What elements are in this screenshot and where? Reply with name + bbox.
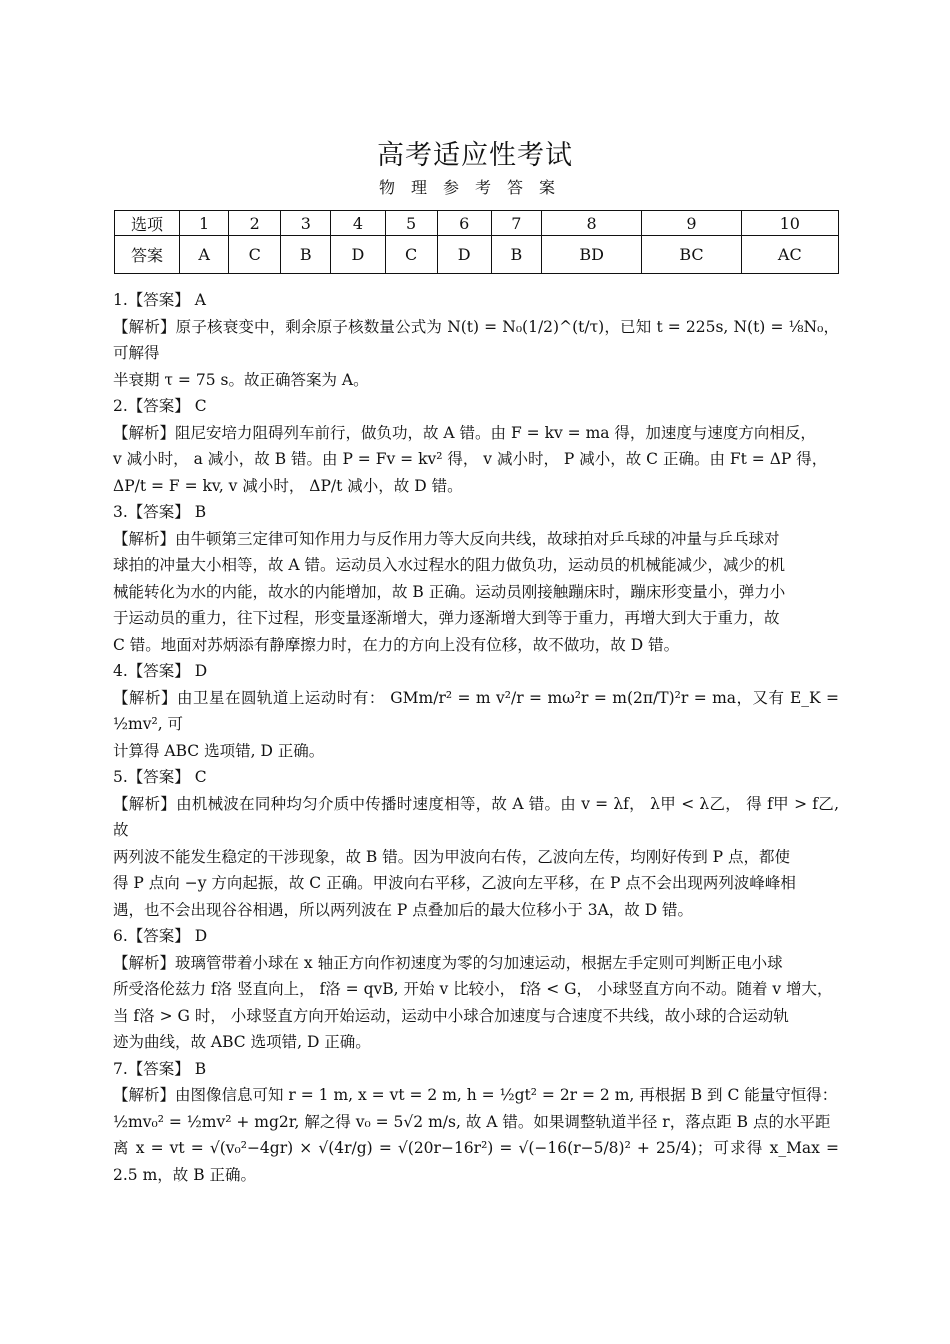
row-label-answers: 答案 <box>115 236 180 274</box>
explanation-line: 遇，也不会出现谷谷相遇，所以两列波在 P 点叠加后的最大位移小于 3A，故 D 错。 <box>113 900 694 919</box>
table-cell: B <box>281 236 331 274</box>
explanation-line: 半衰期 τ = 75 s。故正确答案为 A。 <box>113 370 369 389</box>
explanation-line: 【解析】原子核衰变中，剩余原子核数量公式为 N(t) = N₀(1/2)^(t/τ)，已知 t = 225s, N(t) = ⅛N₀，可解得 <box>113 317 839 362</box>
table-cell: 6 <box>437 211 491 236</box>
explanation-line: 【解析】玻璃管带着小球在 x 轴正方向作初速度为零的匀加速运动，根据左手定则可判断正电小球 <box>113 953 783 972</box>
table-cell: C <box>385 236 437 274</box>
explanation-line: 【解析】阻尼安培力阻碍列车前行，做负功，故 A 错。由 F = kv = ma 得，加速度与速度方向相反， <box>113 423 816 442</box>
table-cell: 1 <box>180 211 229 236</box>
table-row-answers <box>115 236 839 274</box>
table-cell: BC <box>642 236 741 274</box>
explanation-line: C 错。地面对苏炳添有静摩擦力时，在力的方向上没有位移，故不做功，故 D 错。 <box>113 635 680 654</box>
explanation-line: 【解析】由图像信息可知 r = 1 m, x = vt = 2 m, h = ½gt² = 2r = 2 m, 再根据 B 到 C 能量守恒得： <box>113 1086 838 1104</box>
explanation-line: 两列波不能发生稳定的干涉现象，故 B 错。因为甲波向右传，乙波向左传，均刚好传到 P 点，都使 <box>113 847 791 866</box>
answer-table <box>114 210 839 274</box>
explanation-line: 【解析】由卫星在圆轨道上运动时有： GMm/r² = m v²/r = mω²r = m(2π/T)²r = ma，又有 E_K = ½mv², 可 <box>113 688 839 733</box>
question-answer-heading: 7.【答案】 B <box>113 1059 207 1078</box>
table-cell: 3 <box>281 211 331 236</box>
explanation-line: 当 f洛 > G 时， 小球竖直方向开始运动，运动中小球合加速度与合速度不共线，故小球的合运动轨 <box>113 1006 789 1025</box>
page-subtitle: 物理参考答案 <box>378 178 571 197</box>
explanation-line: 计算得 ABC 选项错, D 正确。 <box>113 741 325 760</box>
explanation-line: 迹为曲线，故 ABC 选项错, D 正确。 <box>113 1033 371 1051</box>
explanation-line: v 减小时， a 减小，故 B 错。由 P = Fv = kv² 得， v 减小时， P 减小，故 C 正确。由 Ft = ΔP 得， <box>113 450 828 468</box>
explanation-line: 【解析】由牛顿第三定律可知作用力与反作用力等大反向共线，故球拍对乒乓球的冲量与乒乓球对 <box>113 529 780 548</box>
table-cell: D <box>437 236 491 274</box>
explanation-line: 械能转化为水的内能，故水的内能增加，故 B 正确。运动员刚接触蹦床时，蹦床形变量小，弹力小 <box>113 582 786 601</box>
table-cell: 9 <box>642 211 741 236</box>
question-answer-heading: 6.【答案】 D <box>113 927 208 945</box>
table-cell: BD <box>541 236 641 274</box>
explanation-line: 得 P 点向 −y 方向起振，故 C 正确。甲波向右平移，乙波向左平移，在 P 点不会出现两列波峰峰相 <box>113 874 796 892</box>
table-cell: 4 <box>331 211 385 236</box>
explanation-line: 球拍的冲量大小相等，故 A 错。运动员入水过程水的阻力做负功，运动员的机械能减少，减少的机 <box>113 556 786 574</box>
table-cell: AC <box>741 236 838 274</box>
page-title: 高考适应性考试 <box>377 140 573 171</box>
explanation-line: ΔP/t = F = kv, v 减小时， ΔP/t 减小，故 D 错。 <box>113 476 463 495</box>
solutions-body <box>113 287 839 1188</box>
question-answer-heading: 1.【答案】 A <box>113 291 206 309</box>
explanation-line: 于运动员的重力，往下过程，形变量逐渐增大，弹力逐渐增大到等于重力，再增大到大于重力，故 <box>113 609 780 627</box>
question-answer-heading: 2.【答案】 C <box>113 397 207 415</box>
explanation-line: 离 x = vt = √(v₀²−4gr) × √(4r/g) = √(20r−16r²) = √(−16(r−5/8)² + 25/4)；可求得 x_Max = 2.5 m，故 B 正确。 <box>113 1139 839 1184</box>
question-answer-heading: 4.【答案】 D <box>113 662 208 680</box>
explanation-line: ½mv₀² = ½mv² + mg2r, 解之得 v₀ = 5√2 m/s, 故 A 错。如果调整轨道半径 r，落点距 B 点的水平距 <box>113 1112 831 1131</box>
table-cell: 7 <box>491 211 541 236</box>
table-cell: A <box>180 236 229 274</box>
table-cell: 2 <box>229 211 281 236</box>
explanation-line: 【解析】由机械波在同种均匀介质中传播时速度相等，故 A 错。由 v = λf， λ甲 < λ乙， 得 f甲 > f乙, 故 <box>113 794 839 839</box>
table-cell: D <box>331 236 385 274</box>
table-cell: C <box>229 236 281 274</box>
question-answer-heading: 5.【答案】 C <box>113 768 207 786</box>
table-row-options <box>115 211 839 236</box>
table-cell: B <box>491 236 541 274</box>
table-cell: 8 <box>541 211 641 236</box>
table-cell: 10 <box>741 211 838 236</box>
question-answer-heading: 3.【答案】 B <box>113 503 207 521</box>
row-label-options: 选项 <box>115 211 180 236</box>
table-cell: 5 <box>385 211 437 236</box>
explanation-line: 所受洛伦兹力 f洛 竖直向上， f洛 = qvB, 开始 v 比较小， f洛 < G， 小球竖直方向不动。随着 v 增大， <box>113 980 833 998</box>
